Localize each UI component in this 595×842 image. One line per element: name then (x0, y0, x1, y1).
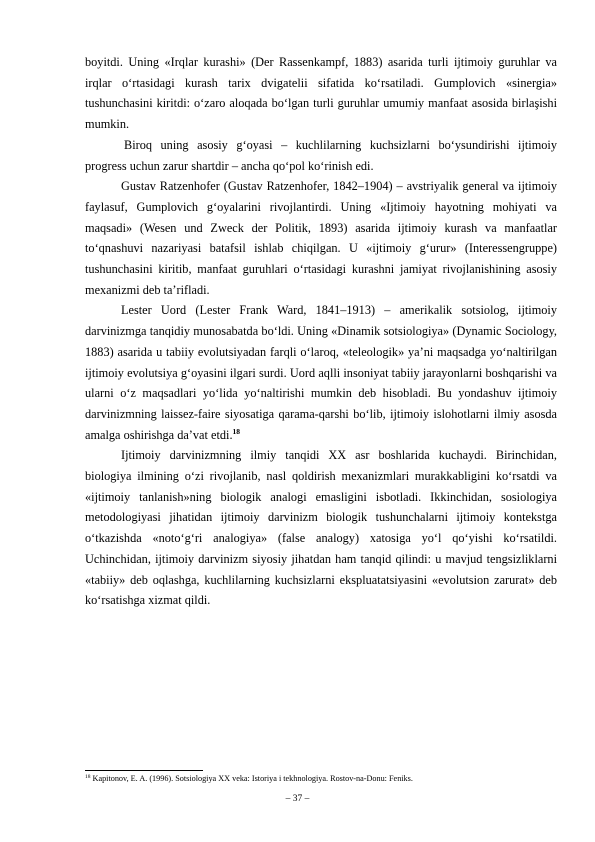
footnote-text: Kapitonov, E. A. (1996). Sotsiologiya XX veka: Istoriya i tekhnologiya. Rostov-na-Donu: Feniks. (92, 774, 413, 783)
footnote-divider (85, 770, 203, 771)
paragraph-3: Gustav Ratzenhofer (Gustav Ratzenhofer, 1842–1904) – avstriyalik general va ijtimoiy faylasuf, Gumplovich g‘oyalarini rivojlantirdi. Uning «Ijtimoiy hayotning mohiyati va maqsadi» (Wesen und Zweck der Politik, 1893) asarida ijtimoiy kurash va manfaatlar to‘qnashuvi nazariyasi batafsil ishlab chiqilgan. U «ijtimoiy g‘urur» (Interessengruppe) tushunchasini kiritib, manfaat guruhlari o‘rtasidagi kurashni jamiyat rivojlanishining asosiy mexanizmi deb ta’rifladi. (85, 179, 557, 297)
paragraph-4 (85, 300, 557, 445)
paragraph-4-text: Lester Uord (Lester Frank Ward, 1841–1913) – amerikalik sotsiolog, ijtimoiy darvinizmga tanqidiy munosabatda bo‘ldi. Uning «Dinamik sotsiologiya» (Dynamic Sociology, 1883) asarida u tabiiy evolutsiyadan farqli o‘laroq, «teleologik» ya’ni maqsadga yo‘naltirilgan ijtimoiy evolutsiya g‘oyasini ilgari surdi. Uord aqlli insoniyat tabiiy jarayonlarni boshqarishi va ularni o‘z maqsadlari yo‘lida yo‘naltirishi mumkin deb hisobladi. Bu yondashuv ijtimoiy darvinizmning laissez-faire siyosatiga qarama-qarshi bo‘lib, ijtimoiy islohotlarni ilmiy asosda amalga oshirishga da’vat etdi. (85, 303, 557, 442)
footnote-reference[interactable]: 18 (232, 426, 241, 436)
footnote (85, 774, 413, 784)
paragraph-5: Ijtimoiy darvinizmning ilmiy tanqidi XX asr boshlarida kuchaydi. Birinchidan, biologiya ilmining o‘zi rivojlanib, nasl qoldirish mexanizmlari murakkabligini ko‘rsatdi va «ijtimoiy tanlanish»ning biologik analogi emasligini isbotladi. Ikkinchidan, sosiologiya metodologiyasi jihatidan ijtimoiy darvinizm biologik tushunchalarni ijtimoiy kontekstga o‘tkazishda «noto‘g‘ri analogiya» (false analogy) xatosiga yo‘l qo‘yishi ko‘rsatildi. Uchinchidan, ijtimoiy darvinizm siyosiy jihatdan ham tanqid qilindi: u mavjud tengsizliklarni «tabiiy» deb oqlashga, kuchlilarning kuchsizlarni ekspluatatsiyasini «evolutsion zarurat» deb ko‘rsatishga xizmat qildi. (85, 448, 557, 608)
paragraph-1: boyitdi. Uning «Irqlar kurashi» (Der Rassenkampf, 1883) asarida turli ijtimoiy guruhlar va irqlar o‘rtasidagi kurash tarix dvigatelii sifatida ko‘rsatiladi. Gumplovich «sinergia» tushunchasini kiritdi: o‘zaro aloqada bo‘lgan turli guruhlar umumiy manfaat asosida birlaşishi mumkin. (85, 55, 557, 132)
page-number: – 37 – (285, 794, 310, 804)
page-body (85, 52, 557, 611)
paragraph-2: Biroq uning asosiy g‘oyasi – kuchlilarning kuchsizlarni bo‘ysundirishi ijtimoiy progress uchun zarur shartdir – ancha qo‘pol ko‘rinish edi. (85, 137, 557, 173)
footnote-number: 18 (85, 774, 91, 780)
